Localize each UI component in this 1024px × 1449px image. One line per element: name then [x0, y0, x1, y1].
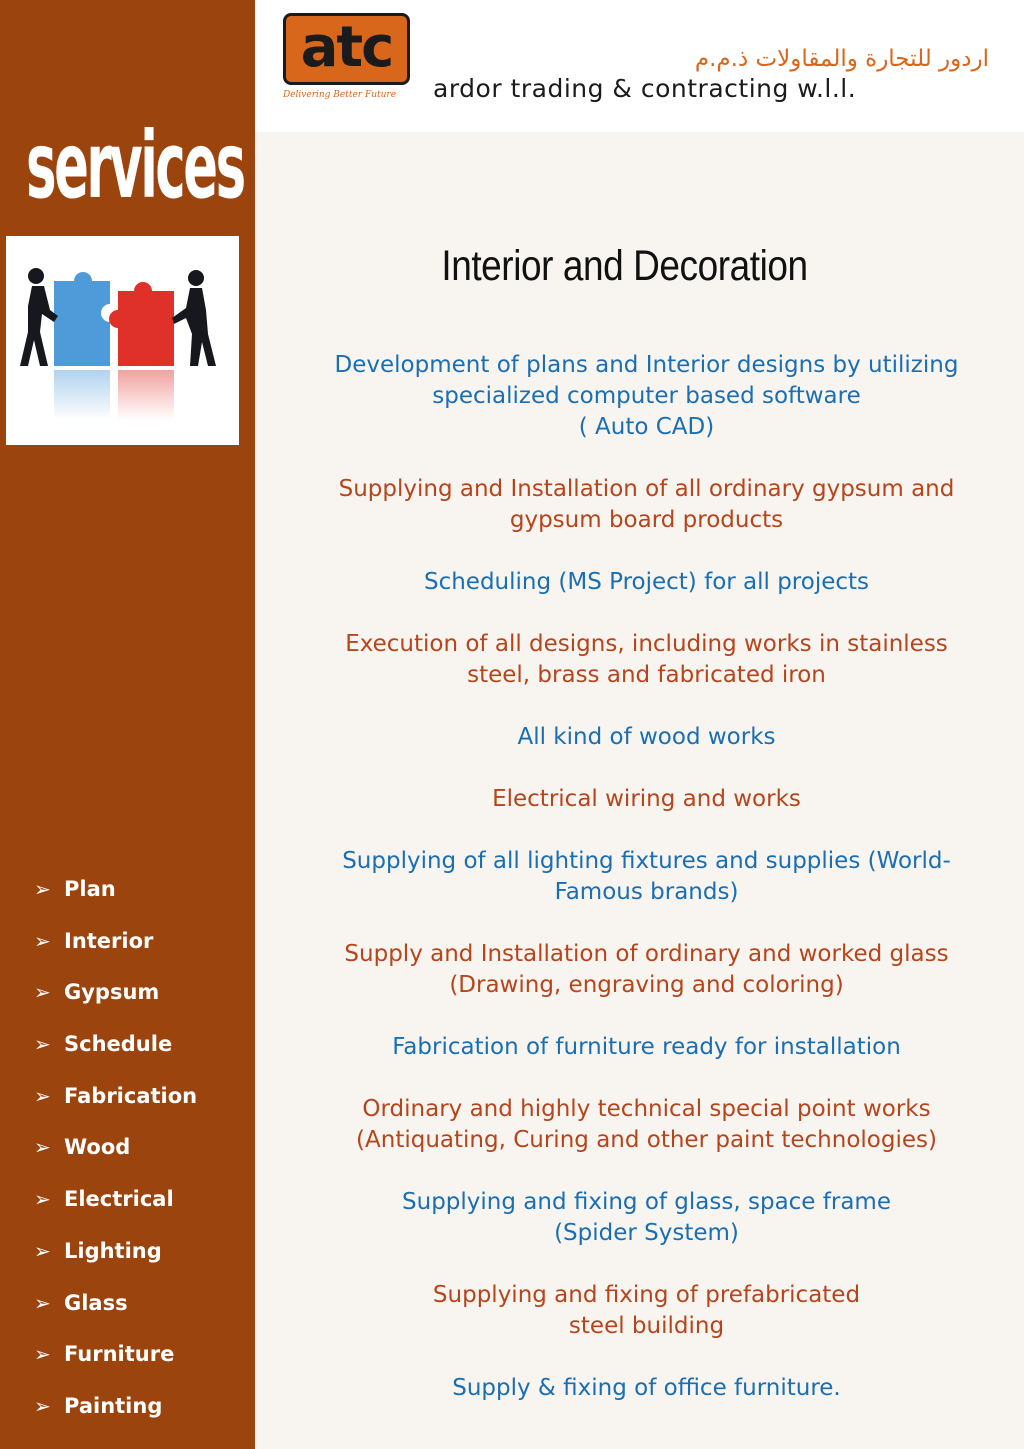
- sidebar-item-painting: ➢ Painting: [34, 1391, 197, 1443]
- service-item: [305, 722, 988, 753]
- puzzle-icon: [6, 236, 239, 445]
- sidebar-item-wood: ➢ Wood: [34, 1132, 197, 1184]
- service-line: Execution of all designs, including works in stainless: [345, 631, 948, 657]
- sidebar-item-gypsum: ➢ Gypsum: [34, 977, 197, 1029]
- arrow-bullet-icon: ➢: [34, 1083, 51, 1108]
- sidebar-item-glass: ➢ Glass: [34, 1288, 197, 1340]
- service-list: [305, 350, 988, 1435]
- service-line: Fabrication of furniture ready for installation: [392, 1034, 901, 1060]
- service-line: (Antiquating, Curing and other paint technologies): [356, 1127, 937, 1153]
- puzzle-teamwork-illustration: [6, 236, 239, 445]
- sidebar-item-fabrication: ➢ Fabrication: [34, 1081, 197, 1133]
- service-line: ( Auto CAD): [578, 414, 715, 440]
- sidebar-item-schedule: ➢ Schedule: [34, 1029, 197, 1081]
- service-line: Supplying and fixing of glass, space frame: [402, 1189, 891, 1215]
- arrow-bullet-icon: ➢: [34, 1290, 51, 1315]
- service-item: [305, 846, 988, 908]
- sidebar-title: services: [26, 112, 244, 219]
- service-line: specialized computer based software: [432, 383, 861, 409]
- arrow-bullet-icon: ➢: [34, 1342, 51, 1367]
- logo-tagline: Delivering Better Future: [283, 90, 397, 100]
- sidebar: [0, 0, 255, 1449]
- service-line: Supplying of all lighting fixtures and supplies (World-: [342, 848, 951, 874]
- main-content: [255, 132, 1024, 1449]
- service-line: Famous brands): [554, 879, 739, 905]
- arrow-bullet-icon: ➢: [34, 1032, 51, 1057]
- logo-text: atc: [300, 15, 393, 80]
- service-line: Supply and Installation of ordinary and worked glass: [344, 941, 949, 967]
- service-line: steel, brass and fabricated iron: [467, 662, 826, 688]
- sidebar-item-furniture: ➢ Furniture: [34, 1339, 197, 1391]
- service-line: (Drawing, engraving and coloring): [449, 972, 844, 998]
- service-item: [305, 1094, 988, 1156]
- service-line: steel building: [568, 1313, 725, 1339]
- arrow-bullet-icon: ➢: [34, 1135, 51, 1160]
- service-line: (Spider System): [554, 1220, 739, 1246]
- service-item: [305, 1032, 988, 1063]
- service-item: [305, 629, 988, 691]
- service-line: Electrical wiring and works: [492, 786, 801, 812]
- service-line: gypsum board products: [509, 507, 784, 533]
- company-logo: [283, 13, 410, 85]
- service-line: Supply & fixing of office furniture.: [452, 1375, 841, 1401]
- arrow-bullet-icon: ➢: [34, 1238, 51, 1263]
- service-line: Development of plans and Interior designs by utilizing: [334, 352, 959, 378]
- sidebar-nav: [34, 874, 197, 1443]
- sidebar-item-interior: ➢ Interior: [34, 926, 197, 978]
- service-item: [305, 939, 988, 1001]
- service-item: [305, 784, 988, 815]
- service-line: Supplying and fixing of prefabricated: [432, 1282, 861, 1308]
- service-item: [305, 1187, 988, 1249]
- company-name-arabic: اردور للتجارة والمقاولات ذ.م.م: [694, 46, 989, 72]
- arrow-bullet-icon: ➢: [34, 1393, 51, 1418]
- arrow-bullet-icon: ➢: [34, 1187, 51, 1212]
- service-item: [305, 567, 988, 598]
- company-name: ardor trading & contracting w.l.l.: [433, 74, 857, 103]
- page-title: Interior and Decoration: [441, 242, 808, 290]
- sidebar-item-plan: ➢ Plan: [34, 874, 197, 926]
- service-item: [305, 350, 988, 443]
- service-line: All kind of wood works: [517, 724, 776, 750]
- arrow-bullet-icon: ➢: [34, 877, 51, 901]
- service-line: Ordinary and highly technical special point works: [362, 1096, 931, 1122]
- header: [255, 0, 1024, 132]
- service-line: Scheduling (MS Project) for all projects: [423, 569, 870, 595]
- sidebar-item-electrical: ➢ Electrical: [34, 1184, 197, 1236]
- service-line: Supplying and Installation of all ordinary gypsum and: [338, 476, 955, 502]
- arrow-bullet-icon: ➢: [34, 928, 51, 953]
- sidebar-item-lighting: ➢ Lighting: [34, 1236, 197, 1288]
- service-item: [305, 474, 988, 536]
- service-item: [305, 1280, 988, 1342]
- service-item: [305, 1373, 988, 1404]
- arrow-bullet-icon: ➢: [34, 980, 51, 1005]
